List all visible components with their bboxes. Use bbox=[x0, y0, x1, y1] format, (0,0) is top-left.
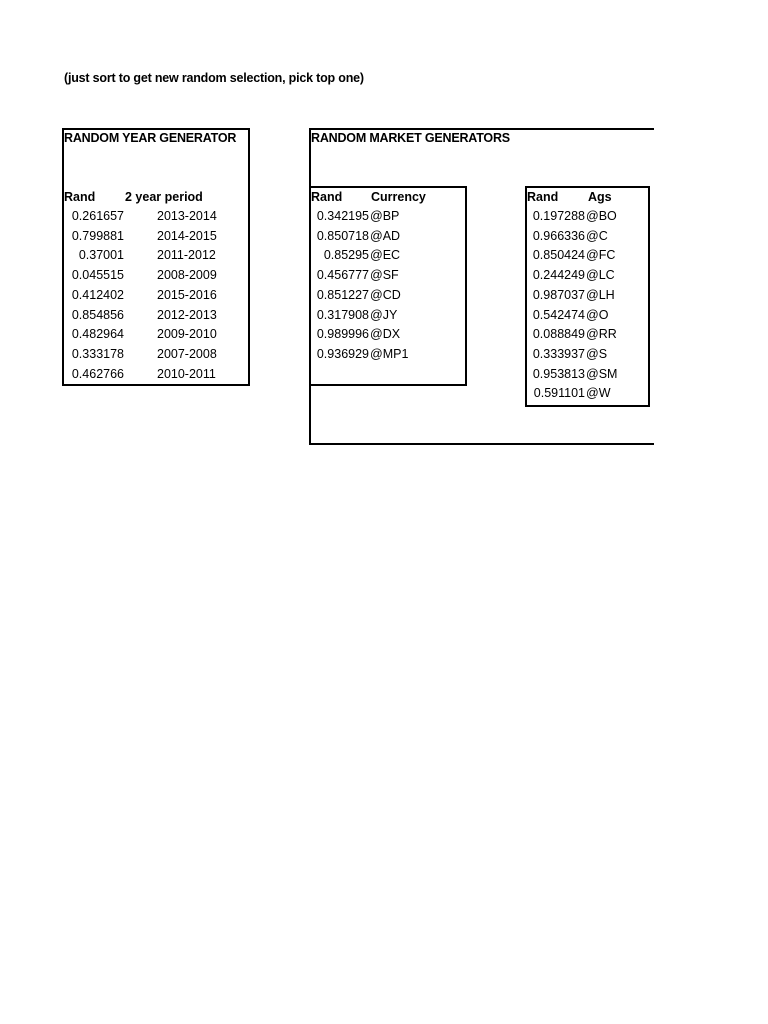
currency-rand-cell: 0.317908 bbox=[316, 307, 369, 322]
market-generators-title: RANDOM MARKET GENERATORS bbox=[311, 131, 510, 145]
currency-value-cell: @MP1 bbox=[370, 346, 409, 361]
currency-rand-cell: 0.85295 bbox=[323, 248, 369, 263]
currency-rand-cell: 0.851227 bbox=[316, 287, 369, 302]
year-rand-cell: 0.261657 bbox=[71, 209, 124, 223]
year-value-cell: 2009-2010 bbox=[157, 327, 217, 342]
currency-value-cell: @JY bbox=[370, 307, 398, 322]
year-value-cell: 2010-2011 bbox=[157, 366, 216, 381]
year-period-header: 2 year period bbox=[125, 190, 203, 204]
year-rand-cell: 0.333178 bbox=[71, 346, 124, 361]
ags-rand-cell: 0.088849 bbox=[532, 327, 585, 342]
year-value-cell: 2014-2015 bbox=[157, 228, 217, 243]
currency-rand-cell: 0.342195 bbox=[316, 209, 369, 223]
ags-rand-header: Rand bbox=[527, 190, 559, 204]
ags-rand-cell: 0.953813 bbox=[532, 366, 585, 381]
year-value-cell: 2013-2014 bbox=[157, 209, 217, 223]
currency-rand-cell: 0.989996 bbox=[316, 327, 369, 342]
year-rand-cell: 0.412402 bbox=[71, 287, 124, 302]
ags-value-cell: @FC bbox=[586, 248, 616, 263]
ags-rand-cell: 0.987037 bbox=[532, 287, 585, 302]
ags-rand-cell: 0.850424 bbox=[532, 248, 585, 263]
year-value-cell: 2008-2009 bbox=[157, 268, 217, 283]
year-rand-cell: 0.854856 bbox=[71, 307, 124, 322]
year-rand-cell: 0.045515 bbox=[71, 268, 124, 283]
ags-rand-cell: 0.244249 bbox=[532, 268, 585, 283]
year-value-cell: 2011-2012 bbox=[157, 248, 216, 263]
year-rand-cell: 0.37001 bbox=[78, 248, 124, 263]
ags-value-cell: @RR bbox=[586, 327, 617, 342]
currency-rand-cell: 0.936929 bbox=[316, 346, 369, 361]
currency-value-cell: @BP bbox=[370, 209, 400, 223]
currency-value-cell: @DX bbox=[370, 327, 401, 342]
year-rand-cell: 0.482964 bbox=[71, 327, 124, 342]
year-value-cell: 2015-2016 bbox=[157, 287, 217, 302]
ags-rand-cell: 0.197288 bbox=[532, 209, 585, 223]
year-value-cell: 2007-2008 bbox=[157, 346, 217, 361]
year-rand-header: Rand bbox=[64, 190, 96, 204]
year-rand-cell: 0.799881 bbox=[71, 228, 124, 243]
ags-value-cell: @LC bbox=[586, 268, 615, 283]
ags-value-cell: @C bbox=[586, 228, 608, 243]
year-value-cell: 2012-2013 bbox=[157, 307, 217, 322]
currency-value-cell: @AD bbox=[370, 228, 401, 243]
ags-value-cell: @SM bbox=[586, 366, 618, 381]
ags-value-cell: @W bbox=[586, 386, 611, 401]
ags-value-cell: @BO bbox=[586, 209, 617, 223]
ags-value-cell: @S bbox=[586, 346, 608, 361]
currency-rand-cell: 0.850718 bbox=[316, 228, 369, 243]
year-rand-cell: 0.462766 bbox=[71, 366, 124, 381]
ags-rand-cell: 0.591101 bbox=[533, 386, 585, 401]
currency-name-header: Currency bbox=[371, 190, 426, 204]
ags-rand-cell: 0.542474 bbox=[532, 307, 585, 322]
sort-instruction-note: (just sort to get new random selection, pick top one) bbox=[64, 71, 364, 85]
currency-rand-header: Rand bbox=[311, 190, 343, 204]
currency-value-cell: @CD bbox=[370, 287, 401, 302]
ags-value-cell: @LH bbox=[586, 287, 615, 302]
ags-name-header: Ags bbox=[588, 190, 612, 204]
ags-value-cell: @O bbox=[586, 307, 609, 322]
year-generator-title: RANDOM YEAR GENERATOR bbox=[64, 131, 237, 145]
currency-value-cell: @EC bbox=[370, 248, 401, 263]
ags-rand-cell: 0.333937 bbox=[532, 346, 585, 361]
ags-rand-cell: 0.966336 bbox=[532, 228, 585, 243]
currency-value-cell: @SF bbox=[370, 268, 399, 283]
currency-rand-cell: 0.456777 bbox=[316, 268, 369, 283]
